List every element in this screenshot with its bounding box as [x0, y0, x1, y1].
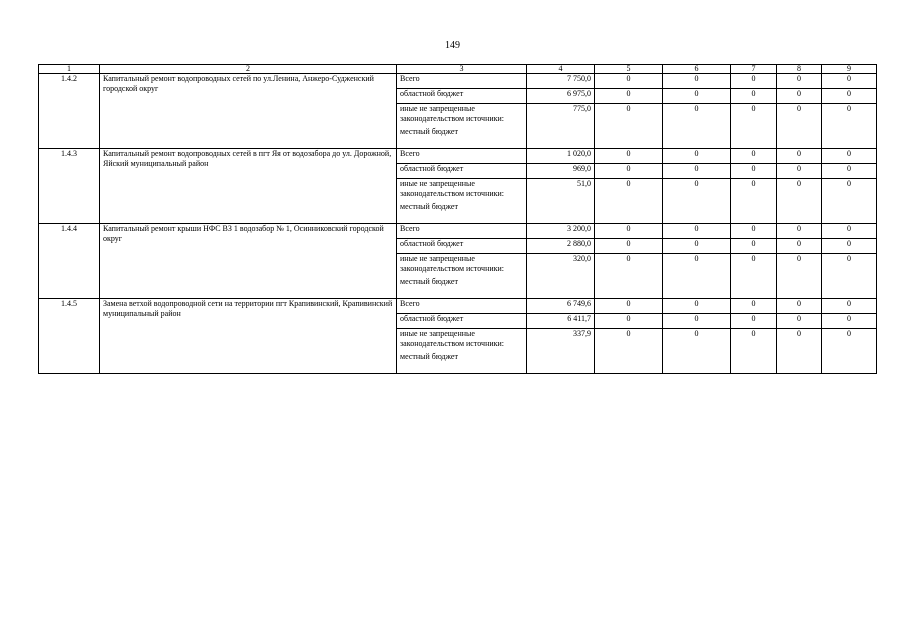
source-regional-label: областной бюджет [397, 314, 527, 329]
value-col-8: 0 [777, 314, 822, 329]
col-header-9: 9 [822, 65, 877, 74]
local-budget-label: местный бюджет [400, 352, 458, 361]
value-col-4: 2 880,0 [527, 239, 595, 254]
object-name: Капитальный ремонт водопроводных сетей в пгт Яя от водозабора до ул. Дорожной, Яйский муниципальный район [100, 149, 397, 224]
object-name: Замена ветхой водопроводной сети на территории пгт Крапивинский, Крапивинский муниципальный район [100, 299, 397, 374]
value-col-9: 0 [822, 239, 877, 254]
value-col-5: 0 [595, 89, 663, 104]
item-number: 1.4.2 [39, 74, 100, 149]
other-sources-label: иные не запрещенные законодательством источники: [400, 254, 505, 273]
value-col-9: 0 [822, 179, 877, 224]
source-total-label: Всего [397, 74, 527, 89]
col-header-8: 8 [777, 65, 822, 74]
value-col-5: 0 [595, 74, 663, 89]
value-col-4: 6 975,0 [527, 89, 595, 104]
value-col-8: 0 [777, 104, 822, 149]
value-col-7: 0 [731, 329, 777, 374]
value-col-5: 0 [595, 149, 663, 164]
value-col-6: 0 [663, 164, 731, 179]
other-sources-label: иные не запрещенные законодательством источники: [400, 104, 505, 123]
value-col-4: 6 749,6 [527, 299, 595, 314]
col-header-6: 6 [663, 65, 731, 74]
col-header-1: 1 [39, 65, 100, 74]
value-col-8: 0 [777, 179, 822, 224]
value-col-9: 0 [822, 314, 877, 329]
value-col-9: 0 [822, 149, 877, 164]
other-sources-label: иные не запрещенные законодательством источники: [400, 329, 505, 348]
source-regional-label: областной бюджет [397, 164, 527, 179]
table-row-total [39, 149, 877, 164]
value-col-5: 0 [595, 179, 663, 224]
local-budget-label: местный бюджет [400, 277, 458, 286]
value-col-5: 0 [595, 314, 663, 329]
value-col-7: 0 [731, 164, 777, 179]
column-number-row [39, 65, 877, 74]
value-col-5: 0 [595, 224, 663, 239]
source-regional-label: областной бюджет [397, 239, 527, 254]
object-name: Капитальный ремонт водопроводных сетей по ул.Ленина, Анжеро-Судженский городской округ [100, 74, 397, 149]
value-col-6: 0 [663, 224, 731, 239]
value-col-4: 1 020,0 [527, 149, 595, 164]
value-col-6: 0 [663, 149, 731, 164]
value-col-9: 0 [822, 224, 877, 239]
item-number: 1.4.5 [39, 299, 100, 374]
value-col-8: 0 [777, 299, 822, 314]
page-number: 149 [445, 40, 460, 51]
value-col-5: 0 [595, 299, 663, 314]
value-col-6: 0 [663, 104, 731, 149]
funding-table [38, 64, 877, 374]
source-other-cell [397, 179, 527, 224]
item-number: 1.4.4 [39, 224, 100, 299]
value-col-7: 0 [731, 224, 777, 239]
value-col-9: 0 [822, 299, 877, 314]
value-col-7: 0 [731, 254, 777, 299]
value-col-5: 0 [595, 329, 663, 374]
value-col-8: 0 [777, 224, 822, 239]
value-col-6: 0 [663, 299, 731, 314]
source-other-cell [397, 254, 527, 299]
col-header-3: 3 [397, 65, 527, 74]
value-col-4: 337,9 [527, 329, 595, 374]
value-col-7: 0 [731, 179, 777, 224]
value-col-4: 6 411,7 [527, 314, 595, 329]
source-other-cell [397, 329, 527, 374]
other-sources-label: иные не запрещенные законодательством источники: [400, 179, 505, 198]
value-col-8: 0 [777, 89, 822, 104]
value-col-6: 0 [663, 74, 731, 89]
source-total-label: Всего [397, 149, 527, 164]
table-body [39, 65, 877, 374]
value-col-9: 0 [822, 89, 877, 104]
source-total-label: Всего [397, 224, 527, 239]
value-col-4: 51,0 [527, 179, 595, 224]
value-col-6: 0 [663, 254, 731, 299]
table-row-total [39, 74, 877, 89]
item-number: 1.4.3 [39, 149, 100, 224]
col-header-2: 2 [100, 65, 397, 74]
value-col-7: 0 [731, 89, 777, 104]
value-col-8: 0 [777, 74, 822, 89]
value-col-5: 0 [595, 164, 663, 179]
source-other-cell [397, 104, 527, 149]
value-col-5: 0 [595, 104, 663, 149]
value-col-8: 0 [777, 164, 822, 179]
value-col-7: 0 [731, 149, 777, 164]
value-col-9: 0 [822, 329, 877, 374]
value-col-7: 0 [731, 239, 777, 254]
value-col-4: 3 200,0 [527, 224, 595, 239]
value-col-9: 0 [822, 104, 877, 149]
value-col-7: 0 [731, 299, 777, 314]
table-row-total [39, 224, 877, 239]
col-header-4: 4 [527, 65, 595, 74]
col-header-5: 5 [595, 65, 663, 74]
value-col-9: 0 [822, 164, 877, 179]
value-col-9: 0 [822, 254, 877, 299]
local-budget-label: местный бюджет [400, 127, 458, 136]
value-col-6: 0 [663, 179, 731, 224]
source-regional-label: областной бюджет [397, 89, 527, 104]
value-col-6: 0 [663, 329, 731, 374]
value-col-8: 0 [777, 254, 822, 299]
value-col-7: 0 [731, 104, 777, 149]
value-col-4: 969,0 [527, 164, 595, 179]
value-col-7: 0 [731, 314, 777, 329]
value-col-9: 0 [822, 74, 877, 89]
value-col-5: 0 [595, 254, 663, 299]
object-name: Капитальный ремонт крыши НФС ВЗ 1 водозабор № 1, Осинниковский городской округ [100, 224, 397, 299]
value-col-8: 0 [777, 329, 822, 374]
value-col-4: 320,0 [527, 254, 595, 299]
value-col-4: 7 750,0 [527, 74, 595, 89]
value-col-6: 0 [663, 314, 731, 329]
value-col-8: 0 [777, 149, 822, 164]
value-col-6: 0 [663, 239, 731, 254]
table-row-total [39, 299, 877, 314]
value-col-8: 0 [777, 239, 822, 254]
value-col-6: 0 [663, 89, 731, 104]
value-col-4: 775,0 [527, 104, 595, 149]
col-header-7: 7 [731, 65, 777, 74]
value-col-7: 0 [731, 74, 777, 89]
value-col-5: 0 [595, 239, 663, 254]
local-budget-label: местный бюджет [400, 202, 458, 211]
source-total-label: Всего [397, 299, 527, 314]
